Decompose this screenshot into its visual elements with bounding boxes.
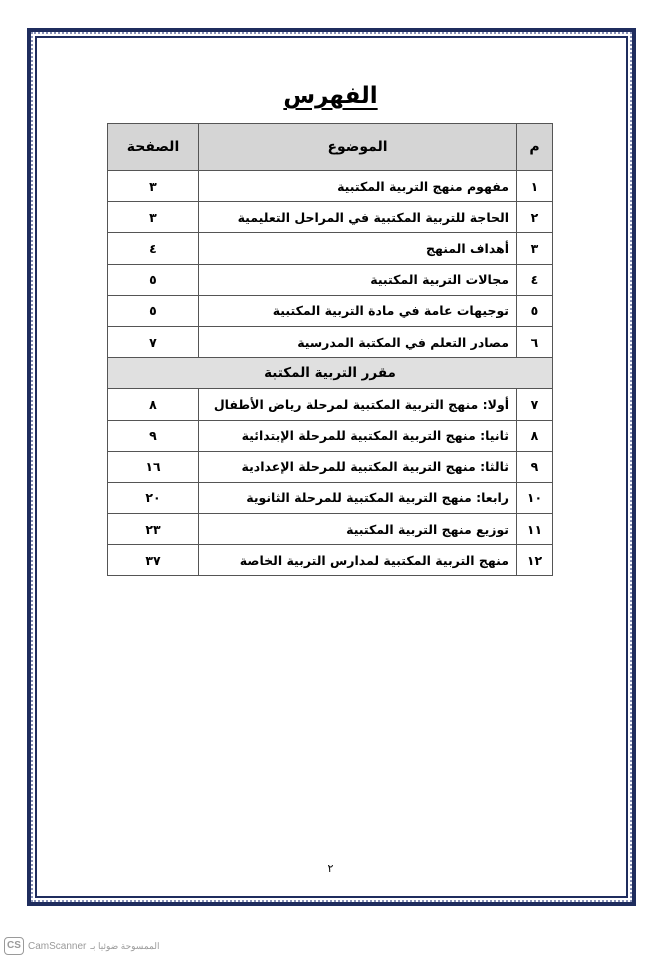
row-page: ٣٧: [108, 545, 199, 576]
row-page: ٤: [108, 233, 199, 264]
row-page: ٥: [108, 264, 199, 295]
row-page: ٥: [108, 295, 199, 326]
table-row: [108, 482, 553, 513]
page-number: ٢: [327, 862, 334, 875]
section-heading: مقرر التربية المكتبة: [108, 358, 553, 389]
row-page: ٢٠: [108, 482, 199, 513]
row-number: ٧: [517, 389, 553, 420]
row-page: ٢٣: [108, 514, 199, 545]
row-topic: مجالات التربية المكتبية: [199, 264, 517, 295]
header-page: الصفحة: [108, 124, 199, 171]
row-number: ١١: [517, 514, 553, 545]
section-heading-row: [108, 358, 553, 389]
row-topic: توجيهات عامة في مادة التربية المكتبية: [199, 295, 517, 326]
row-number: ٩: [517, 451, 553, 482]
row-page: ٧: [108, 326, 199, 357]
table-row: [108, 326, 553, 357]
header-number: م: [517, 124, 553, 171]
row-topic: رابعا: منهج التربية المكتبية للمرحلة الثانوية: [199, 482, 517, 513]
row-topic: مفهوم منهج التربية المكتبية: [199, 171, 517, 202]
row-number: ٥: [517, 295, 553, 326]
camscanner-watermark: [4, 936, 159, 956]
page-title: الفهرس: [283, 83, 378, 109]
table-row: [108, 451, 553, 482]
watermark-scanned-by: الممسوحة ضوئيا بـ: [90, 940, 160, 951]
row-topic: مصادر التعلم في المكتبة المدرسية: [199, 326, 517, 357]
row-topic: أولا: منهج التربية المكتبية لمرحلة رياض الأطفال: [199, 389, 517, 420]
camscanner-logo-icon: CS: [4, 937, 24, 955]
row-page: ٩: [108, 420, 199, 451]
watermark-app-name: CamScanner: [28, 940, 87, 952]
row-number: ٨: [517, 420, 553, 451]
row-page: ٣: [108, 202, 199, 233]
row-number: ٣: [517, 233, 553, 264]
row-topic: ثالثا: منهج التربية المكتبية للمرحلة الإعدادية: [199, 451, 517, 482]
table-row: [108, 264, 553, 295]
header-topic: الموضوع: [199, 124, 517, 171]
table-row: [108, 389, 553, 420]
row-page: ١٦: [108, 451, 199, 482]
table-of-contents: [107, 123, 553, 576]
row-number: ١٠: [517, 482, 553, 513]
row-page: ٣: [108, 171, 199, 202]
table-row: [108, 233, 553, 264]
row-number: ٢: [517, 202, 553, 233]
table-row: [108, 171, 553, 202]
row-topic: ثانيا: منهج التربية المكتبية للمرحلة الإبتدائية: [199, 420, 517, 451]
row-page: ٨: [108, 389, 199, 420]
table-row: [108, 545, 553, 576]
row-topic: منهج التربية المكتبية لمدارس التربية الخاصة: [199, 545, 517, 576]
row-number: ٦: [517, 326, 553, 357]
table-row: [108, 514, 553, 545]
table-row: [108, 295, 553, 326]
row-number: ١٢: [517, 545, 553, 576]
row-topic: الحاجة للتربية المكتبية في المراحل التعليمية: [199, 202, 517, 233]
table-header-row: [108, 124, 553, 171]
table-row: [108, 420, 553, 451]
row-number: ١: [517, 171, 553, 202]
row-topic: أهداف المنهج: [199, 233, 517, 264]
row-number: ٤: [517, 264, 553, 295]
row-topic: توزيع منهج التربية المكتبية: [199, 514, 517, 545]
table-row: [108, 202, 553, 233]
